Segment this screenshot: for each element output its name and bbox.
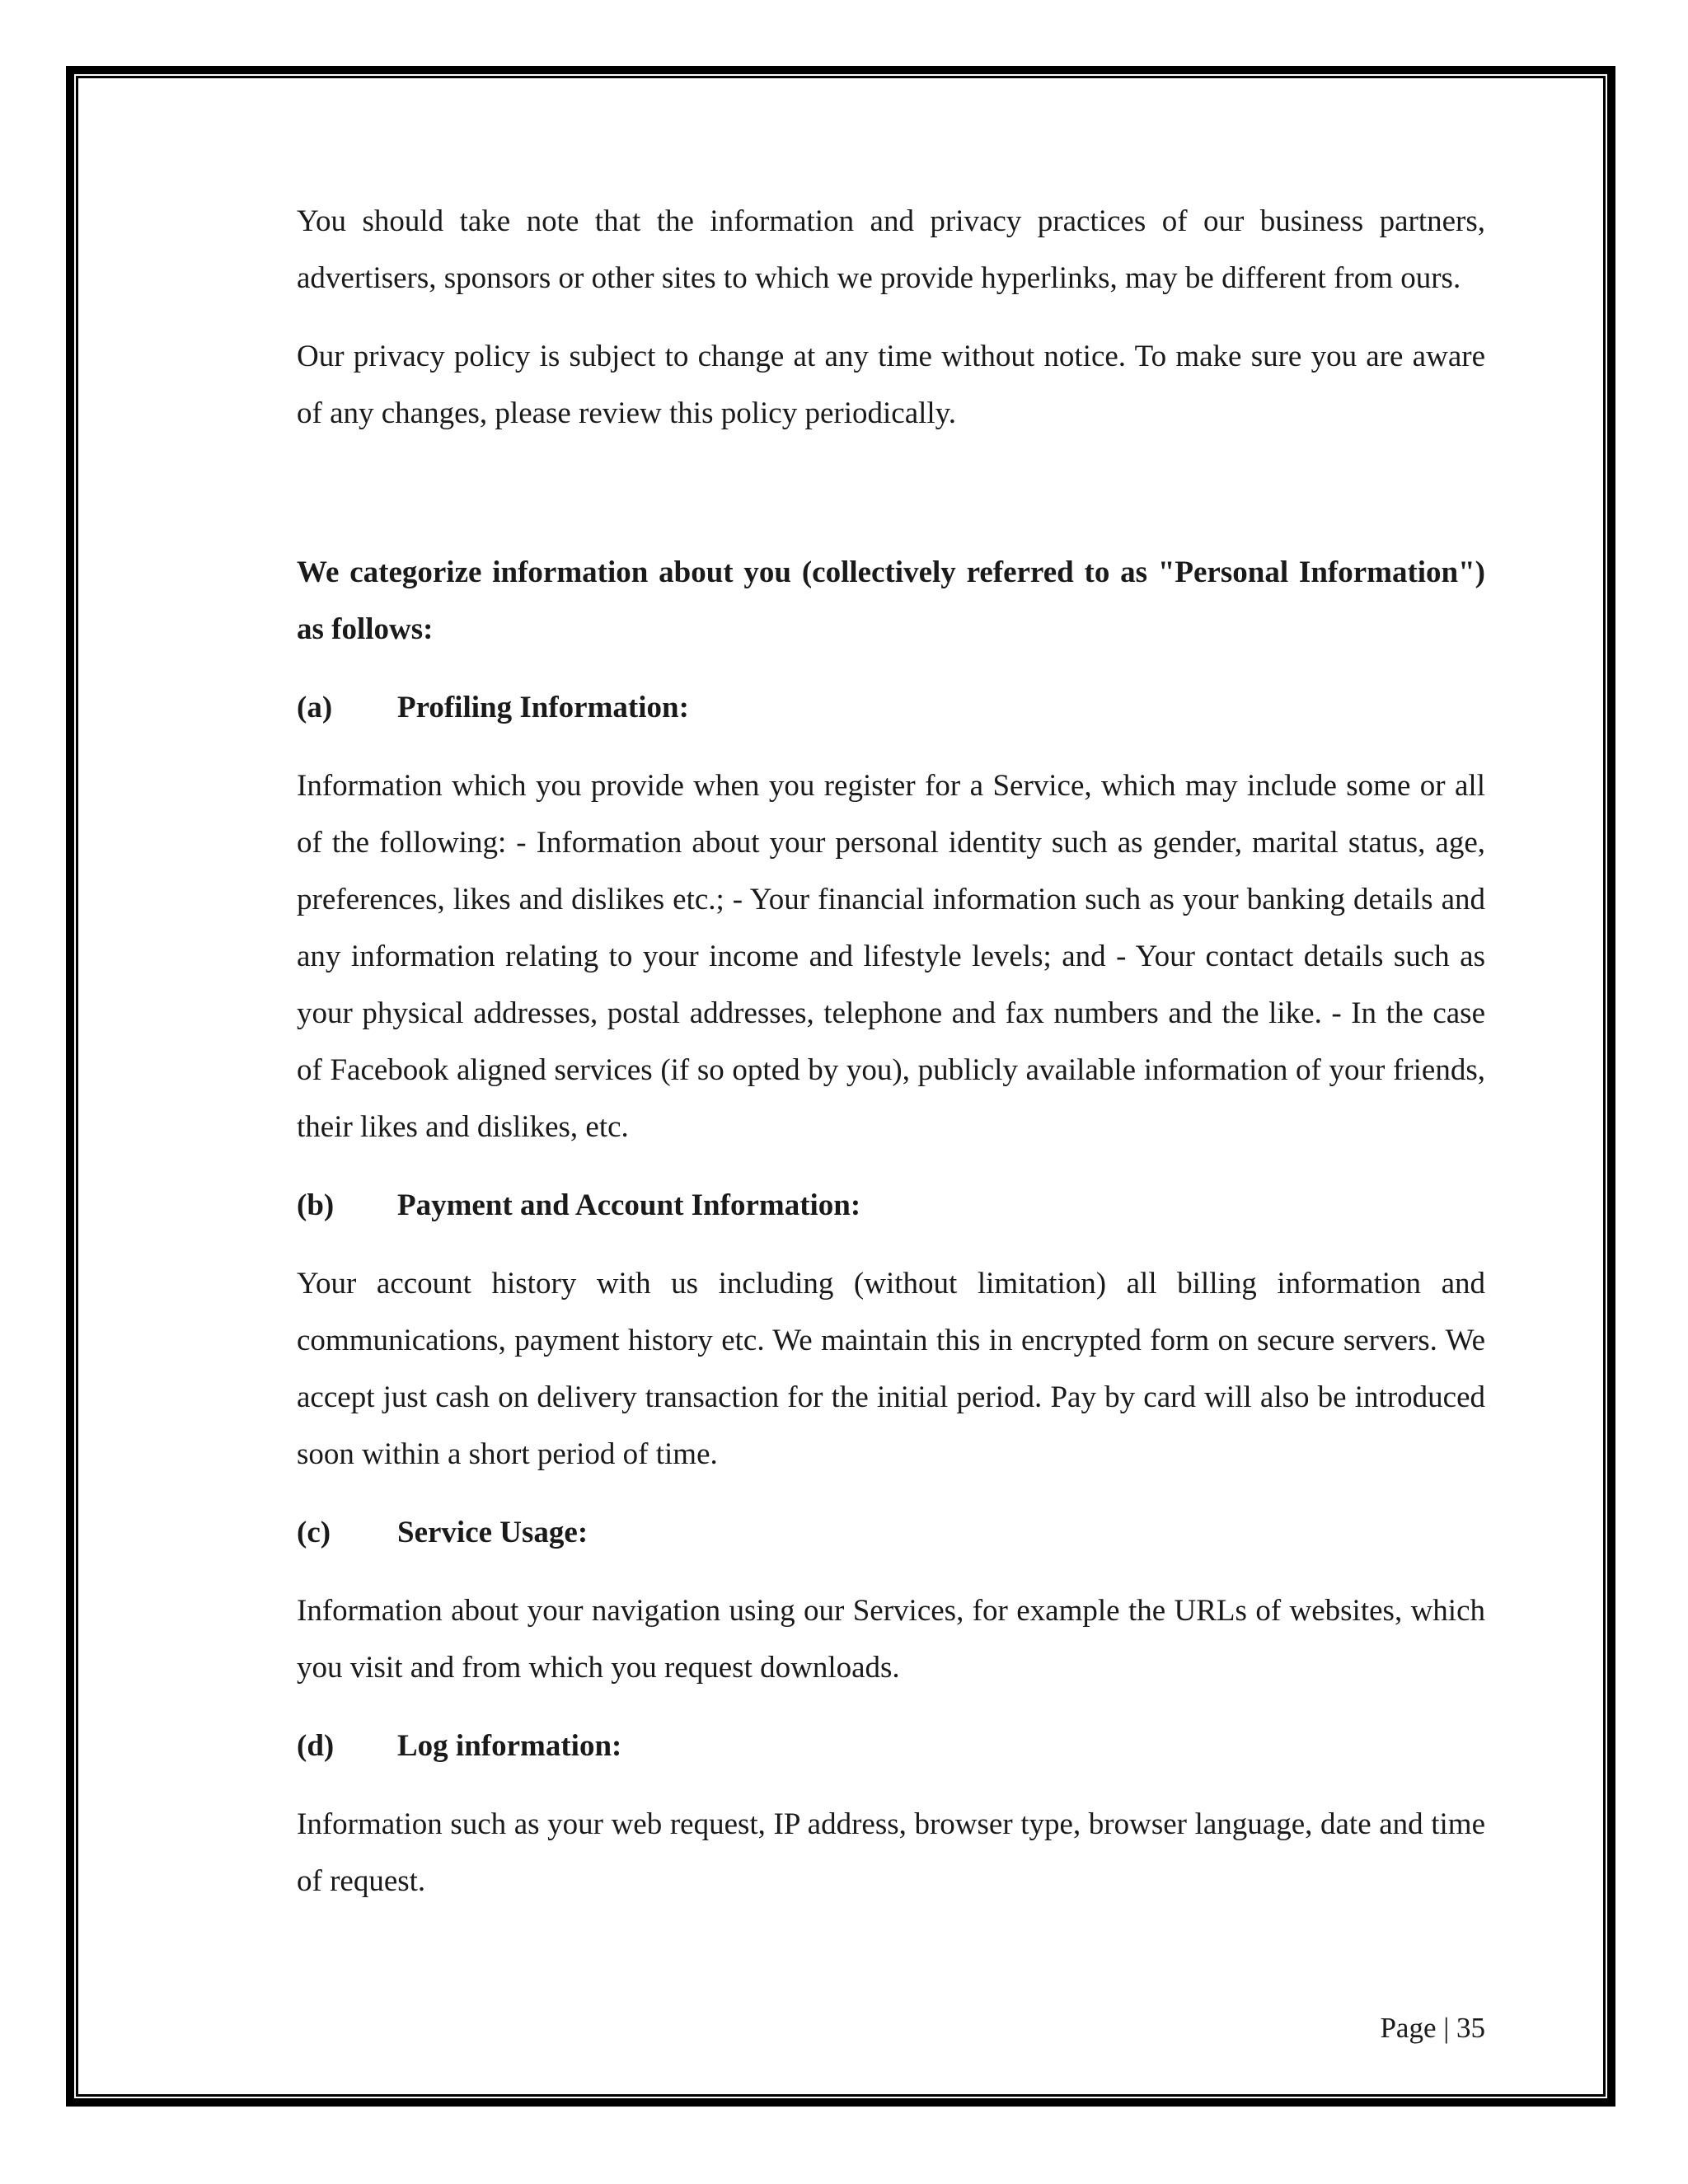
section-c-letter: (c) xyxy=(297,1516,331,1549)
section-a-body: Information which you provide when you register for a Service, which may include some or all of the following: - Information about your personal identity such as gender, marital status, age, preferences, likes and dislikes etc.; - Your financial information such as your banking details and any information relating to your income and lifestyle levels; and - Your contact details such as your physical addresses, postal addresses, telephone and fax numbers and the like. - In the case of Facebook aligned services (if so opted by you), publicly available information of your friends, their likes and dislikes, etc. xyxy=(297,769,1485,1144)
section-b-letter: (b) xyxy=(297,1188,335,1222)
section-d-title: Log information: xyxy=(397,1729,622,1763)
section-a-title: Profiling Information: xyxy=(397,691,689,724)
section-c-body: Information about your navigation using our Services, for example the URLs of websites, which you visit and from which you request downloads. xyxy=(297,1594,1485,1685)
page-number: Page | 35 xyxy=(1380,2012,1485,2044)
section-c-title: Service Usage: xyxy=(397,1516,588,1549)
section-d-letter: (d) xyxy=(297,1729,335,1763)
section-a-letter: (a) xyxy=(297,691,333,724)
section-b-heading xyxy=(297,1177,1485,1234)
document-body xyxy=(297,193,1485,1910)
section-a-heading xyxy=(297,679,1485,736)
section-c-heading xyxy=(297,1504,1485,1561)
section-b-title: Payment and Account Information: xyxy=(397,1188,861,1222)
section-b-body: Your account history with us including (without limitation) all billing information and communications, payment history etc. We maintain this in encrypted form on secure servers. We accept just cash on delivery transaction for the initial period. Pay by card will also be introduced soon within a short period of time. xyxy=(297,1267,1485,1471)
section-d-heading xyxy=(297,1718,1485,1774)
section-d-body: Information such as your web request, IP address, browser type, browser language, date and time of request. xyxy=(297,1807,1485,1898)
paragraph-policy-change: Our privacy policy is subject to change at any time without notice. To make sure you are aware of any changes, please review this policy periodically. xyxy=(297,340,1485,430)
paragraph-partners-notice: You should take note that the information and privacy practices of our business partners, advertisers, sponsors or other sites to which we provide hyperlinks, may be different from ours. xyxy=(297,204,1485,295)
personal-information-heading: We categorize information about you (collectively referred to as "Personal Information") as follows: xyxy=(297,555,1485,646)
